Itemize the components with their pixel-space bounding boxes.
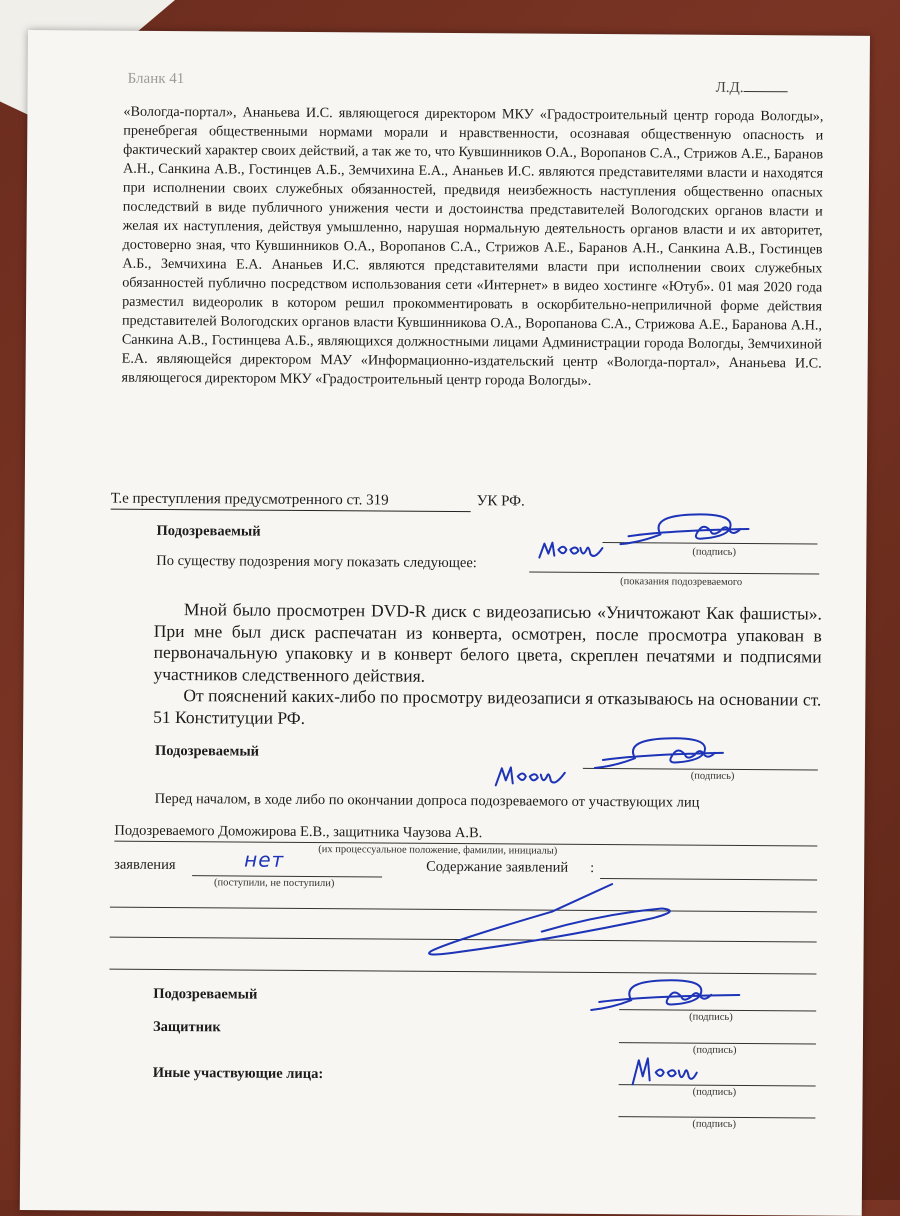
defender-caption: (подпись) bbox=[692, 1044, 737, 1056]
page-label: Л.Д. bbox=[715, 79, 744, 96]
other-caption-2: (подпись) bbox=[692, 1118, 737, 1130]
signature-suspect-1 bbox=[618, 512, 768, 553]
blank-label: Бланк 41 bbox=[127, 70, 185, 88]
testimony-line bbox=[529, 572, 819, 575]
crime-code: УК РФ. bbox=[476, 493, 525, 510]
other-caption-1: (подпись) bbox=[692, 1086, 737, 1098]
content-label: Содержание заявлений bbox=[426, 858, 569, 876]
signature-caption-2: (подпись) bbox=[690, 770, 735, 782]
statements-caption: (поступили, не поступили) bbox=[214, 877, 335, 890]
testimony-caption: (показания подозреваемого bbox=[620, 576, 743, 588]
statements-value: нет bbox=[244, 847, 285, 872]
statement-block bbox=[153, 599, 822, 733]
signature-mogu-2 bbox=[493, 759, 573, 794]
suspect-heading-1: Подозреваемый bbox=[156, 522, 261, 540]
page-number-field bbox=[716, 79, 788, 98]
statements-label: заявления bbox=[114, 856, 176, 874]
signature-mogu-3 bbox=[629, 1050, 699, 1090]
testimony-prompt: По существу подозрения могу показать следующее: bbox=[156, 552, 477, 572]
page-number-blank bbox=[743, 79, 787, 92]
signature-suspect-2 bbox=[593, 736, 743, 777]
participants-names: Подозреваемого Доможирова Е.В., защитника Чаузова А.В. bbox=[114, 822, 483, 842]
final-suspect-caption: (подпись) bbox=[689, 1011, 733, 1023]
signature-mogu-1 bbox=[536, 536, 606, 566]
document-page bbox=[20, 30, 870, 1216]
defender-label: Защитник bbox=[152, 1018, 221, 1036]
statement-paragraph-1: Мной было просмотрен DVD-R диск с видеозаписью «Уничтожают Как фашисты». При мне был диск распечатан из конверта, осмотрен, после просмотра упакован в первоначальную упаковку и в конверт белого цвета, скреплен печатями и подписями участников следственного действия. bbox=[153, 599, 823, 686]
signature-caption-1: (подпись) bbox=[692, 546, 737, 558]
other-participants-label: Иные участвующие лица: bbox=[152, 1064, 324, 1083]
statement-paragraph-2: От пояснений каких-либо по просмотру видеозаписи я отказываюсь на основании ст. 51 Конституции РФ. bbox=[153, 685, 822, 728]
final-suspect-label: Подозреваемый bbox=[153, 985, 258, 1003]
content-colon: : bbox=[590, 859, 595, 876]
participants-intro: Перед началом, в ходе либо по окончании допроса подозреваемого от участвующих лиц bbox=[154, 790, 700, 811]
strikethrough-scribble bbox=[402, 873, 723, 959]
signature-suspect-3 bbox=[589, 978, 759, 1019]
suspect-heading-2: Подозреваемый bbox=[154, 742, 260, 760]
content-line-4 bbox=[109, 969, 816, 975]
participants-caption: (их процессуальное положение, фамилии, инициалы) bbox=[318, 844, 558, 857]
body-text: «Вологда-портал», Ананьева И.С. являющегося директором МКУ «Градостроительный центр города Вологды», пренебрегая общественными нормами морали и нравственности, осознавая общественную опасность и фактический характер своих действий, а так же то, что Кувшинников О.А., Воропанов С.А., Стрижов А.Е., Баранов А.Н., Санкина А.В., Гостинцев А.Б., Земчихина Е.А., Ананьев И.С. являются представителями власти и находятся при исполнении своих служебных обязанностей, предвидя неизбежность наступления общественно опасных последствий в виде публичного унижения чести и достоинства представителей Вологодских органов власти и желая их наступления, действуя умышленно, нарушая нормальную деятельность органов власти и их авторитет, достоверно зная, что Кувшинников О.А., Воропанов С.А., Стрижов А.Е., Баранов А.Н., Санкина А.В., Гостинцев А.Б., Земчихина Е.А. Ананьев И.С. являются представителями власти при исполнении своих служебных обязанностей публично посредством использования сети «Интернет» в видео хостинге «Ютуб». 01 мая 2020 года разместил видеоролик в котором решил прокомментировать в оскорбительно-неприличной форме действия представителей Вологодских органов власти Кувшинникова О.А., Воропанова С.А., Стрижова А.Е., Баранова А.Н., Санкина А.В., Гостинцева А.Б., являющихся должностными лицами Администрации города Вологды, Земчихиной Е.А. являющейся директором МАУ «Информационно-издательский центр «Вологда-портал», Ананьева И.С. являющегося директором МКУ «Градостроительный центр города Вологды». bbox=[121, 103, 824, 389]
crime-article: Т.е преступления предусмотренного ст. 319 bbox=[111, 491, 471, 513]
